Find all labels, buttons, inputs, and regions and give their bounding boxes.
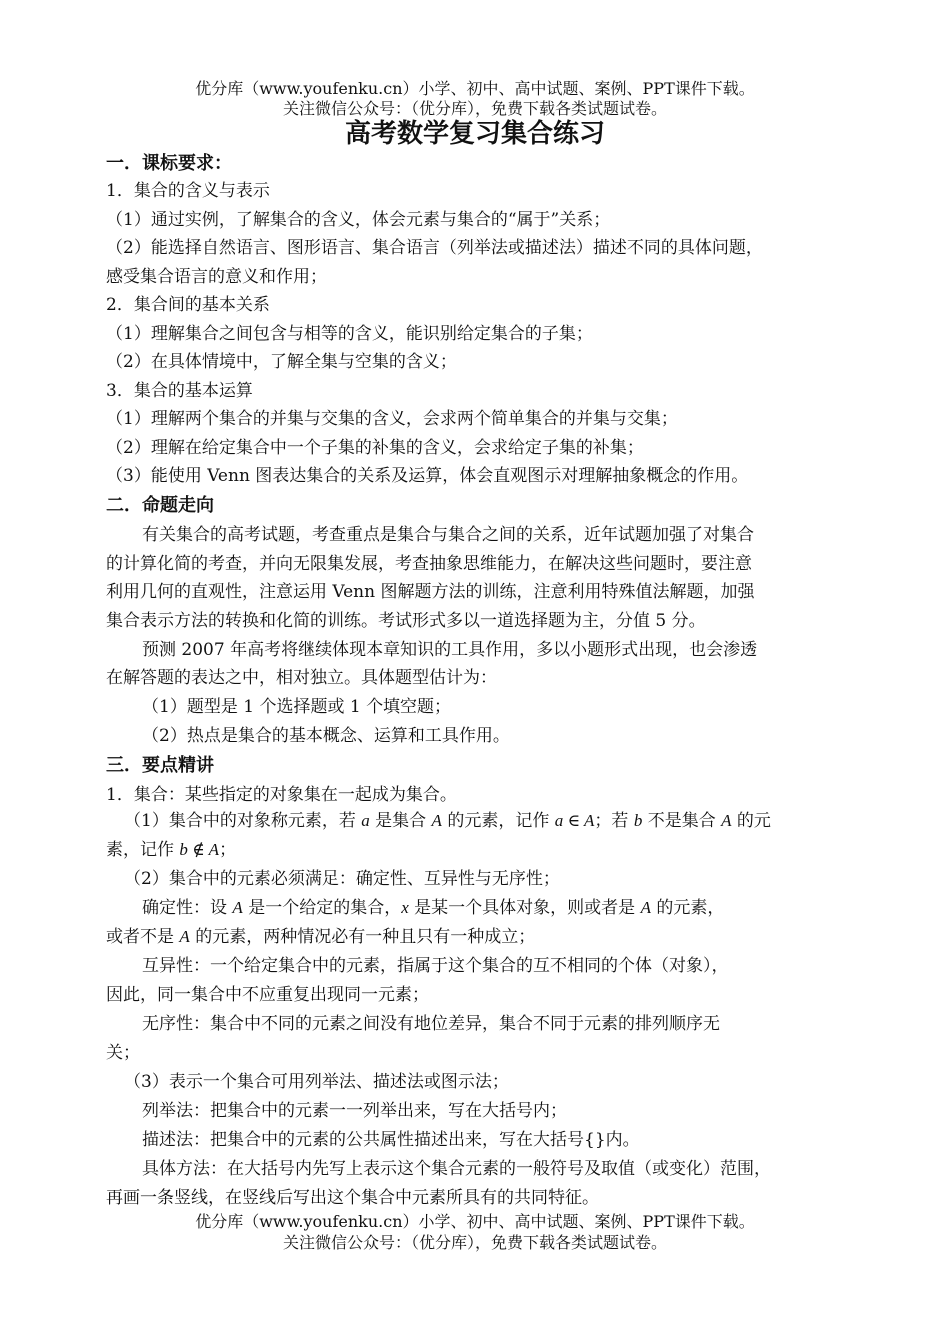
math-b-not-in-A: b ∉ A <box>179 840 220 859</box>
section-3-line: 无序性：集合中不同的元素之间没有地位差异，集合不同于元素的排列顺序无 <box>142 1014 720 1034</box>
section-3-line: 描述法：把集合中的元素的公共属性描述出来，写在大括号{}内。 <box>142 1130 640 1150</box>
section-1-line: （1）通过实例，了解集合的含义，体会元素与集合的“属于”关系； <box>106 210 611 230</box>
header-line-1: 优分库（www.youfenku.cn）小学、初中、高中试题、案例、PPT课件下载。 <box>195 79 755 98</box>
variable-A: A <box>431 811 442 830</box>
footer-line-1: 优分库（www.youfenku.cn）小学、初中、高中试题、案例、PPT课件下载。 <box>195 1212 755 1231</box>
footer-line-2: 关注微信公众号：（优分库），免费下载各类试题试卷。 <box>282 1233 667 1252</box>
section-1-line: 感受集合语言的意义和作用； <box>106 267 327 287</box>
section-3-line: 列举法：把集合中的元素一一列举出来，写在大括号内； <box>142 1101 567 1121</box>
section-3-line: 互异性：一个给定集合中的元素，指属于这个集合的互不相同的个体（对象）， <box>142 956 729 976</box>
variable-a: a <box>361 811 370 830</box>
section-3-line: 关； <box>106 1043 140 1063</box>
section-1-line: 3．集合的基本运算 <box>106 381 253 401</box>
section-2-line: 集合表示方法的转换和化简的训练。考试形式多以一道选择题为主，分值 5 分。 <box>106 611 706 631</box>
math-a-in-A: a ∈ A <box>554 811 595 830</box>
section-1-line: （1）理解集合之间包含与相等的含义，能识别给定集合的子集； <box>106 324 593 344</box>
section-2-line: 的计算化简的考查，并向无限集发展，考查抽象思维能力，在解决这些问题时，要注意 <box>106 554 752 574</box>
section-2-line: 有关集合的高考试题，考查重点是集合与集合之间的关系，近年试题加强了对集合 <box>142 525 754 545</box>
section-1-line: 1．集合的含义与表示 <box>106 181 270 201</box>
page-title: 高考数学复习集合练习 <box>344 119 605 149</box>
section-2-line: （1）题型是 1 个选择题或 1 个填空题； <box>142 697 452 717</box>
section-2-heading: 二．命题走向 <box>106 495 214 516</box>
section-1-line: （2）能选择自然语言、图形语言、集合语言（列举法或描述法）描述不同的具体问题， <box>106 238 763 258</box>
section-2-line: 利用几何的直观性，注意运用 Venn 图解题方法的训练，注意利用特殊值法解题，加强 <box>106 582 755 602</box>
variable-A: A <box>179 927 190 946</box>
definiteness-line: 确定性：设 A 是一个给定的集合，x 是某一个具体对象，则或者是 A 的元素， <box>142 898 725 918</box>
variable-A: A <box>232 898 243 917</box>
section-3-line: 1．集合：某些指定的对象集在一起成为集合。 <box>106 785 457 805</box>
variable-A: A <box>721 811 732 830</box>
section-3-line: 具体方法：在大括号内先写上表示这个集合元素的一般符号及取值（或变化）范围， <box>142 1159 771 1179</box>
definiteness-line: 或者不是 A 的元素，两种情况必有一种且只有一种成立； <box>106 927 536 947</box>
header-line-2: 关注微信公众号：（优分库），免费下载各类试题试卷。 <box>282 99 667 118</box>
section-3-line: （3）表示一个集合可用列举法、描述法或图示法； <box>124 1072 509 1092</box>
variable-b: b <box>633 811 643 830</box>
section-3-line: （2）集合中的元素必须满足：确定性、互异性与无序性； <box>124 869 560 889</box>
section-1-line: （1）理解两个集合的并集与交集的含义，会求两个简单集合的并集与交集； <box>106 409 678 429</box>
element-definition-line: （1）集合中的对象称元素，若 a 是集合 A 的元素，记作 a ∈ A；若 b 不是集合 A 的元 <box>124 811 771 831</box>
section-2-line: 预测 2007 年高考将继续体现本章知识的工具作用，多以小题形式出现，也会渗透 <box>142 640 758 660</box>
section-1-line: （2）在具体情境中，了解全集与空集的含义； <box>106 352 457 372</box>
variable-x: x <box>401 898 409 917</box>
section-1-line: （2）理解在给定集合中一个子集的补集的含义，会求给定子集的补集； <box>106 438 644 458</box>
section-3-line: 再画一条竖线，在竖线后写出这个集合中元素所具有的共同特征。 <box>106 1188 599 1208</box>
section-2-line: 在解答题的表达之中，相对独立。具体题型估计为： <box>106 668 497 688</box>
variable-A: A <box>640 898 651 917</box>
section-1-line: （3）能使用 Venn 图表达集合的关系及运算，体会直观图示对理解抽象概念的作用。 <box>106 466 749 486</box>
element-definition-line: 素，记作 b ∉ A； <box>106 840 237 860</box>
section-3-heading: 三．要点精讲 <box>106 755 214 776</box>
section-3-line: 因此，同一集合中不应重复出现同一元素； <box>106 985 429 1005</box>
section-2-line: （2）热点是集合的基本概念、运算和工具作用。 <box>142 726 510 746</box>
section-1-line: 2．集合间的基本关系 <box>106 295 270 315</box>
section-1-heading: 一．课标要求： <box>106 153 232 174</box>
